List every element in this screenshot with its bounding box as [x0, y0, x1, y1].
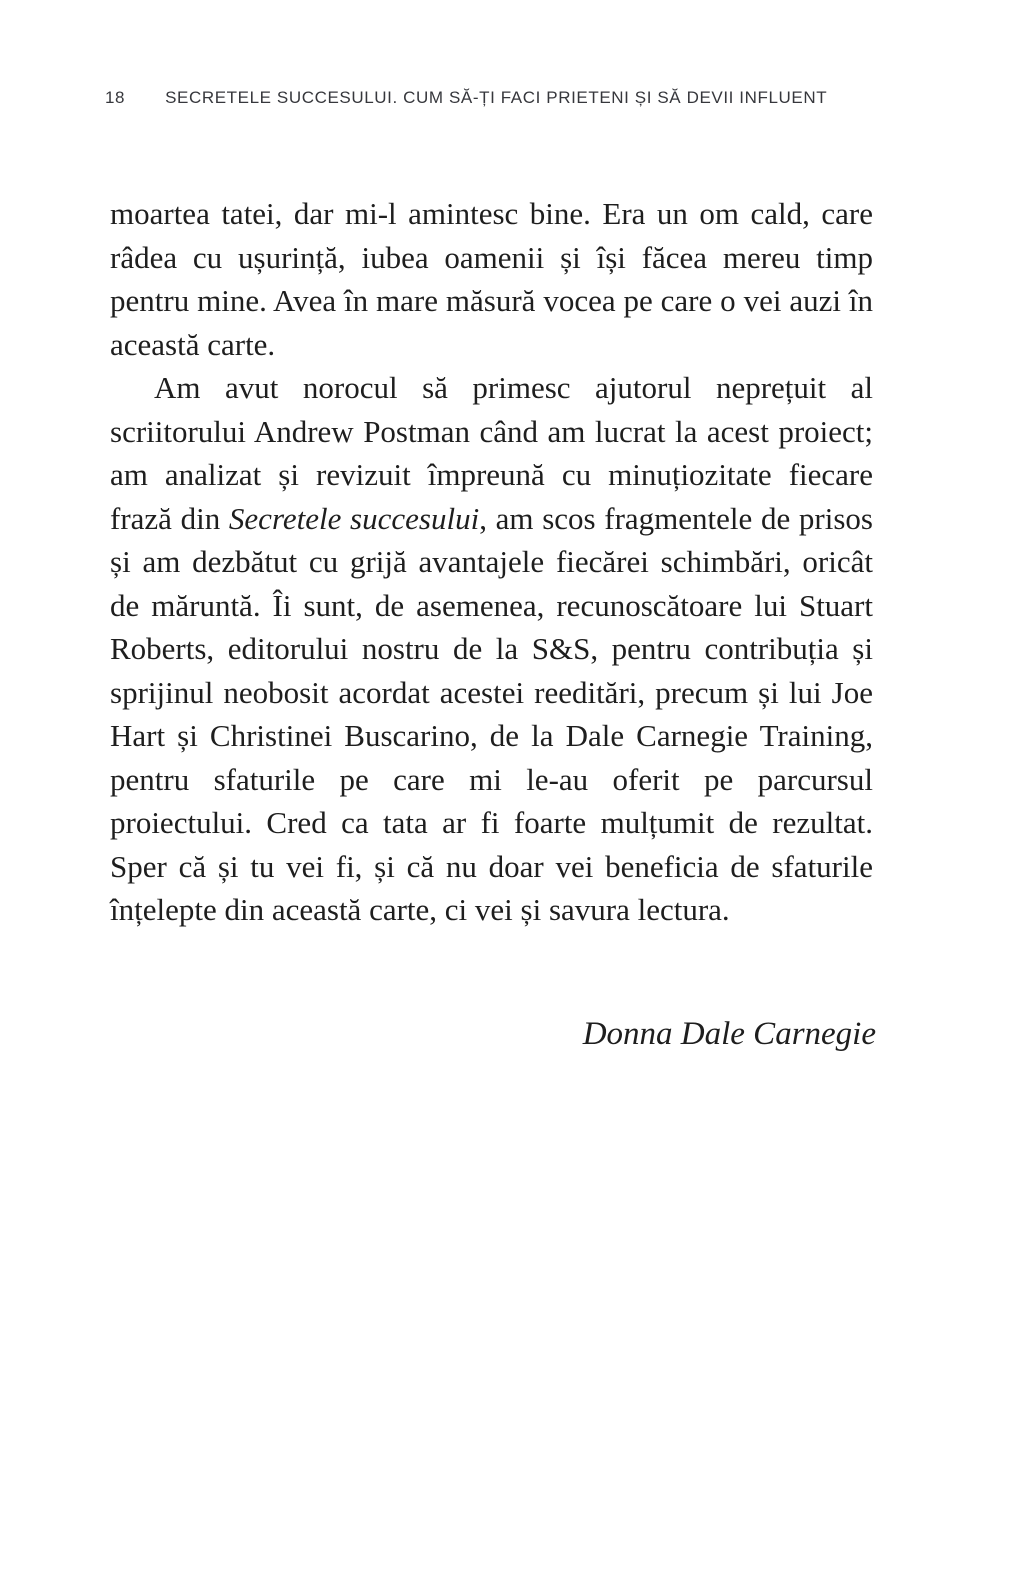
author-signature: Donna Dale Carnegie — [582, 1016, 876, 1052]
text-segment: Am avut norocul să primesc ajutorul neprețuit al scriitorului Andrew Postman când am lucrat la acest proiect; am analizat și revizuit împreună cu minuțiozitate fiecare frază din — [110, 370, 873, 536]
text-segment: moartea tatei, dar mi-l amintesc bine. Era un om cald, care râdea cu ușurință, iubea oamenii și își făcea mereu timp pentru mine. Avea în mare măsură vocea pe care o vei auzi în această carte. — [110, 196, 873, 362]
text-segment: , am scos fragmentele de prisos și am dezbătut cu grijă avantajele fiecărei schimbări, oricât de măruntă. Îi sunt, de asemenea, recunoscătoare lui Stuart Roberts, editorului nostru de la S&S, pentru contribuția și sprijinul neobosit acordat acestei reeditări, precum și lui Joe Hart și Christinei Buscarino, de la Dale Carnegie Training, pentru sfaturile pe care mi le-au oferit pe parcursul proiectului. Cred ca tata ar fi foarte mulțumit de rezultat. Sper că și tu vei fi, și că nu doar vei beneficia de sfaturile înțelepte din această carte, ci vei și savura lectura. — [110, 500, 873, 927]
running-title: SECRETELE SUCCESULUI. CUM SĂ-ȚI FACI PRIETENI ȘI SĂ DEVII INFLUENT — [165, 88, 828, 107]
paragraph — [110, 366, 873, 932]
italic-book-title: Secretele succesului — [228, 500, 480, 536]
paragraph — [110, 192, 873, 366]
body-text — [110, 192, 873, 932]
page-header — [105, 88, 878, 108]
page-number: 18 — [105, 88, 126, 107]
